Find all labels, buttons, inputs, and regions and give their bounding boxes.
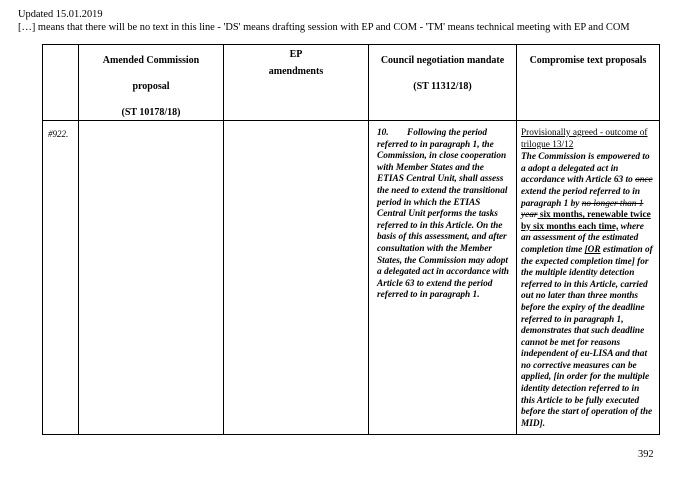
compromise-text-block bbox=[517, 121, 659, 430]
table-row bbox=[43, 121, 660, 435]
compromise-title: Compromise text proposals bbox=[529, 55, 647, 66]
amended-title: Amended Commission bbox=[102, 55, 200, 66]
ep-amendments-header bbox=[224, 45, 369, 121]
amended-commission-header bbox=[79, 45, 224, 121]
amended-commission-cell bbox=[79, 121, 224, 435]
council-mandate-header bbox=[369, 45, 517, 121]
deleted-text: no longer than 1 year bbox=[521, 198, 644, 221]
four-column-table bbox=[42, 44, 660, 435]
amended-ref: (ST 10178/18) bbox=[121, 107, 181, 118]
updated-date: Updated 15.01.2019 bbox=[18, 9, 103, 20]
council-paragraph-number: 10. bbox=[377, 128, 389, 138]
compromise-status: Provisionally agreed - outcome of trilogue 13/12 bbox=[521, 128, 648, 150]
row-number: #922. bbox=[48, 129, 69, 139]
ep-sub: amendments bbox=[268, 66, 324, 77]
document-header bbox=[18, 8, 630, 34]
compromise-text bbox=[521, 152, 655, 430]
ep-title: EP bbox=[289, 49, 303, 60]
amended-sub: proposal bbox=[132, 81, 170, 92]
row-number-cell bbox=[43, 121, 79, 435]
inserted-text: six months, renewable twice by six months each time, bbox=[521, 210, 651, 232]
compromise-cell bbox=[517, 121, 660, 435]
compromise-header bbox=[517, 45, 660, 121]
council-title: Council negotiation mandate bbox=[380, 55, 505, 66]
council-mandate-cell bbox=[369, 121, 517, 435]
council-text: Following the period referred to in paragraph 1, the Commission, in close cooperation with Member States and the ETIAS Central Unit, shall assess the need to extend the transitional period in which the ETIAS Central Unit performs the tasks referred to in this Article. On the basis of this assessment, and after consultation with the Member States, the Commission may adopt a delegated act in accordance with Article 63 to extend the period referred to in paragraph 1. bbox=[377, 128, 509, 301]
page-number: 392 bbox=[638, 449, 654, 460]
compromise-text-part: where an assessment of the estimated completion time bbox=[521, 221, 644, 255]
council-ref: (ST 11312/18) bbox=[413, 81, 472, 92]
compromise-text-part: estimation of the expected completion time] for the multiple identity detection referred to in this Article, carried out no later than three months before the expiry of the deadline referred to in paragraph 1, demonstrates that such deadline cannot be met for reasons independent of eu-LISA and that no corrective measures can be applied, [in order for the multiple identity detection referred to in this Article to be fully executed before the start of operation of the MID]. bbox=[521, 244, 653, 429]
compromise-text-part: The Commission is empowered to a adopt a delegated act in accordance with Article 63 to bbox=[521, 152, 650, 186]
compromise-text-part: extend the period referred to in paragraph 1 by bbox=[521, 186, 641, 209]
ep-amendments-cell bbox=[224, 121, 369, 435]
table-header-row bbox=[43, 45, 660, 121]
council-text-block bbox=[369, 121, 516, 302]
deleted-text: once bbox=[635, 175, 653, 186]
legend-note: […] means that there will be no text in this line - 'DS' means drafting session with EP and COM - 'TM' means technical meeting with EP and COM bbox=[18, 22, 630, 33]
row-number-header bbox=[43, 45, 79, 121]
inserted-text: [OR bbox=[584, 244, 601, 255]
